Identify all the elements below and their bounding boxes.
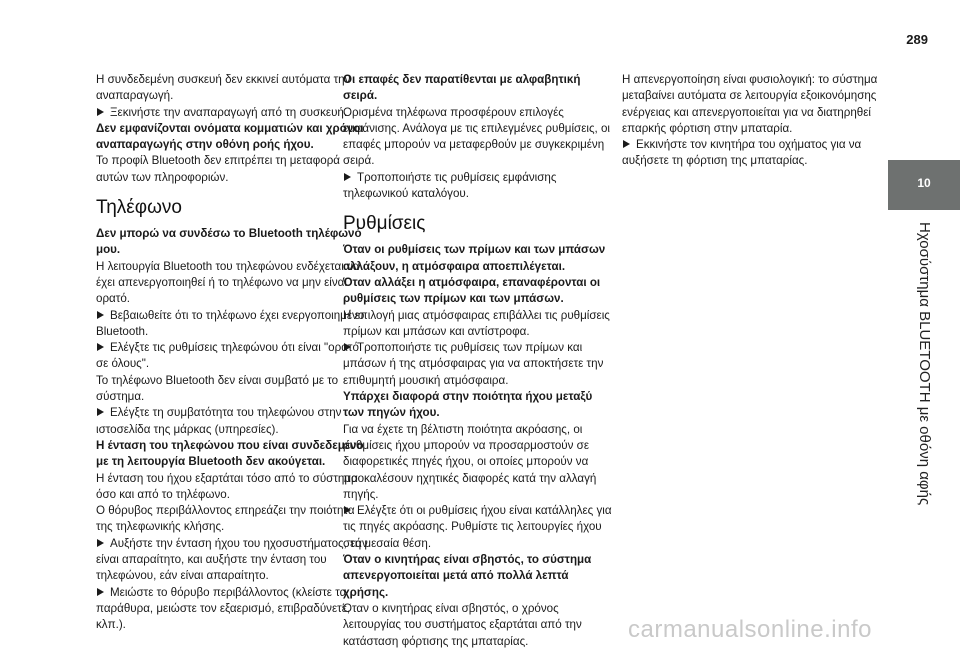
bullet-item: Ελέγξτε τη συμβατότητα του τηλεφώνου στην ιστοσελίδα της μάρκας (υπηρεσίες). (96, 406, 342, 436)
triangle-bullet-icon (97, 108, 104, 116)
triangle-bullet-icon (623, 140, 630, 148)
paragraph: Όταν ο κινητήρας είναι σβηστός, ο χρόνος λειτουργίας του συστήματος εξαρτάται από την κατάσταση φόρτισης της μπαταρίας. (343, 601, 582, 648)
triangle-bullet-icon (97, 408, 104, 416)
bullet-item: Αυξήστε την ένταση ήχου του ηχοσυστήματος, εάν είναι απαραίτητο, και αυξήστε την ένταση του τηλεφώνου, εάν είναι απαραίτητο. (96, 536, 368, 583)
chapter-title: Ηχοσύστημα BLUETOOTH με οθόνη αφής (916, 222, 933, 506)
paragraph: Ορισμένα τηλέφωνα προσφέρουν επιλογές εμφάνισης. Ανάλογα με τις επιλεγμένες ρυθμίσεις, οι επαφές μπορούν να μεταφερθούν με συγκεκριμένη σειρά. (343, 105, 611, 168)
bullet-item: Ελέγξτε τις ρυθμίσεις τηλεφώνου ότι είναι "ορατό σε όλους". (96, 341, 359, 371)
question-heading: Δεν εμφανίζονται ονόματα κομματιών και χρόνοι αναπαραγωγής στην οθόνη ροής ήχου. (96, 121, 364, 152)
bullet-item: Τροποποιήστε τις ρυθμίσεις των πρίμων και μπάσων ή της ατμόσφαιρας για να αποκτήσετε την επιθυμητή μουσική ατμόσφαιρα. (343, 341, 604, 387)
bullet-item: Εκκινήστε τον κινητήρα του οχήματος για να αυξήσετε τη φόρτιση της μπαταρίας. (622, 138, 862, 168)
paragraph: Η ένταση του ήχου εξαρτάται τόσο από το σύστημα όσο και από το τηλέφωνο. (96, 471, 358, 501)
paragraph: Η επιλογή μιας ατμόσφαιρας επιβάλλει τις ρυθμίσεις πρίμων και μπάσων και αντίστροφα. (343, 308, 610, 338)
question-heading: Οι επαφές δεν παρατίθενται με αλφαβητική σειρά. (343, 73, 581, 103)
question-heading: Όταν οι ρυθμίσεις των πρίμων και των μπάσων αλλάξουν, η ατμόσφαιρα αποεπιλέγεται. (343, 243, 606, 273)
page-number: 289 (906, 32, 928, 47)
triangle-bullet-icon (97, 539, 104, 547)
bullet-item: Ελέγξτε ότι οι ρυθμίσεις ήχου είναι κατάλληλες για τις πηγές ακρόασης. Ρυθμίστε τις λειτουργίες ήχου στη μεσαία θέση. (343, 504, 612, 550)
paragraph: Ο θόρυβος περιβάλλοντος επηρεάζει την ποιότητα της τηλεφωνικής κλήσης. (96, 504, 355, 534)
paragraph: Για να έχετε τη βέλτιστη ποιότητα ακρόασης, οι ρυθμίσεις ήχου μπορούν να προσαρμοστούν σε διαφορετικές πηγές ήχου, οι οποίες μπορούν να προκαλέσουν ηχητικές διαφορές κατά την αλλαγή πηγής. (343, 422, 597, 501)
text-column-3 (622, 72, 894, 170)
chapter-number: 10 (917, 176, 931, 190)
text-column-2 (343, 72, 615, 649)
triangle-bullet-icon (344, 343, 351, 351)
text-column-1 (96, 72, 368, 634)
triangle-bullet-icon (97, 311, 104, 319)
chapter-tab (888, 160, 960, 210)
question-heading: Υπάρχει διαφορά στην ποιότητα ήχου μεταξύ των πηγών ήχου. (343, 390, 593, 420)
bullet-item: Τροποποιήστε τις ρυθμίσεις εμφάνισης τηλεφωνικού καταλόγου. (343, 170, 557, 201)
paragraph: Η συνδεδεμένη συσκευή δεν εκκινεί αυτόματα την αναπαραγωγή. (96, 73, 351, 103)
bullet-item: Βεβαιωθείτε ότι το τηλέφωνο έχει ενεργοποιημένο Bluetooth. (96, 308, 365, 338)
triangle-bullet-icon (344, 173, 351, 181)
triangle-bullet-icon (97, 343, 104, 351)
paragraph: Η απενεργοποίηση είναι φυσιολογική: το σύστημα μεταβαίνει αυτόματα σε λειτουργία εξοικονόμησης ενέργειας και απενεργοποιείται για να διατηρηθεί επαρκής φόρτιση στην μπαταρία. (622, 73, 878, 135)
question-heading: Όταν ο κινητήρας είναι σβηστός, το σύστημα απενεργοποιείται μετά από πολλά λεπτά χρήσης. (343, 553, 592, 599)
watermark: carmanualsonline.info (628, 616, 872, 643)
question-heading: Δεν μπορώ να συνδέσω το Bluetooth τηλέφωνό μου. (96, 227, 362, 257)
triangle-bullet-icon (344, 506, 351, 514)
paragraph: Η λειτουργία Bluetooth του τηλεφώνου ενδέχεται να έχει απενεργοποιηθεί ή το τηλέφωνο να μην είναι ορατό. (96, 259, 360, 306)
section-heading-phone: Τηλέφωνο (96, 197, 182, 219)
paragraph: Το προφίλ Bluetooth δεν επιτρέπει τη μεταφορά αυτών των πληροφοριών. (96, 154, 341, 184)
triangle-bullet-icon (97, 588, 104, 596)
question-heading: Η ένταση του τηλεφώνου που είναι συνδεδεμένο με τη λειτουργία Bluetooth δεν ακούγεται. (96, 438, 364, 469)
bullet-item: Ξεκινήστε την αναπαραγωγή από τη συσκευή. (96, 105, 368, 121)
bullet-item: Μειώστε το θόρυβο περιβάλλοντος (κλείστε τα παράθυρα, μειώστε τον εξαερισμό, επιβραδύνετε, κλπ.). (96, 585, 351, 632)
paragraph: Το τηλέφωνο Bluetooth δεν είναι συμβατό με το σύστημα. (96, 373, 339, 404)
question-heading: Όταν αλλάξει η ατμόσφαιρα, επαναφέρονται οι ρυθμίσεις των πρίμων και των μπάσων. (343, 275, 601, 306)
section-heading-settings: Ρυθμίσεις (343, 213, 426, 235)
